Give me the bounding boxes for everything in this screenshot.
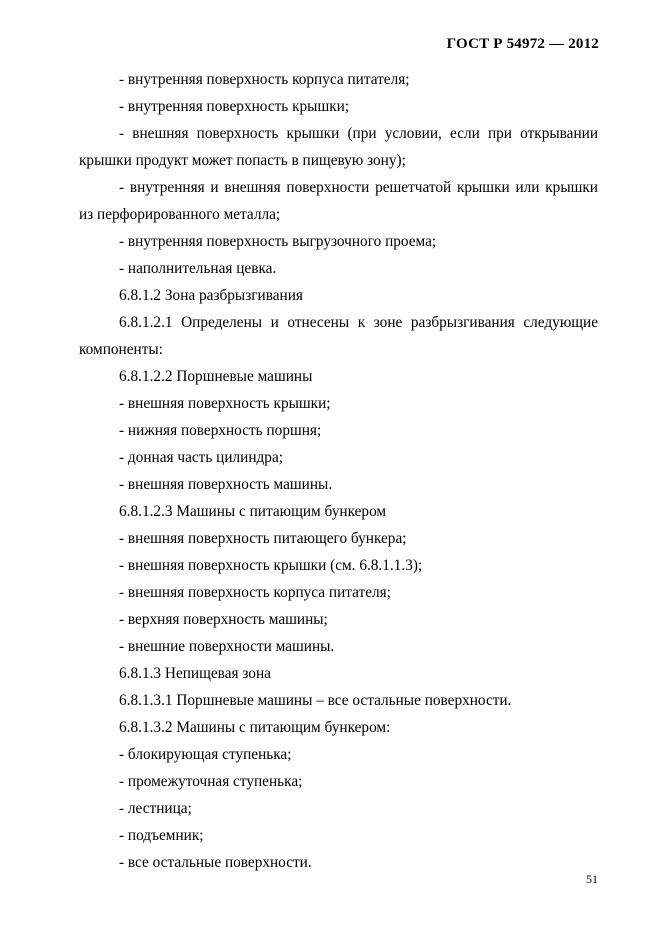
text-line: - блокирующая ступенька; bbox=[119, 746, 292, 763]
text-line: - внутренняя поверхность выгрузочного проема; bbox=[119, 233, 437, 250]
text-line: 6.8.1.3.2 Машины с питающим бункером: bbox=[119, 719, 391, 736]
text-line: - все остальные поверхности. bbox=[119, 854, 312, 871]
text-line: 6.8.1.3 Непищевая зона bbox=[119, 665, 271, 682]
text-line: - внешние поверхности машины. bbox=[119, 638, 335, 655]
text-line: - внешняя поверхность питающего бункера; bbox=[119, 530, 407, 547]
text-line: - подъемник; bbox=[119, 827, 204, 844]
text-line: - внешняя поверхность машины. bbox=[119, 476, 333, 493]
text-line: - промежуточная ступенька; bbox=[119, 773, 303, 790]
text-line: - лестница; bbox=[119, 800, 192, 817]
text-line: 6.8.1.2.2 Поршневые машины bbox=[119, 368, 313, 385]
text-line: крышки продукт может попасть в пищевую зону); bbox=[79, 152, 406, 169]
text-line: - внешняя поверхность крышки (при условии, если при открывании bbox=[119, 125, 598, 142]
text-line: компоненты: bbox=[79, 341, 163, 358]
text-line: - нижняя поверхность поршня; bbox=[119, 422, 322, 439]
text-line: 6.8.1.2 Зона разбрызгивания bbox=[119, 287, 303, 304]
document-body bbox=[79, 66, 598, 876]
text-line: - внешняя поверхность крышки (см. 6.8.1.1.3); bbox=[119, 557, 423, 574]
text-line: - верхняя поверхность машины; bbox=[119, 611, 328, 628]
text-line: - донная часть цилиндра; bbox=[119, 449, 283, 466]
text-line: - внутренняя поверхность крышки; bbox=[119, 98, 350, 115]
page-number: 51 bbox=[586, 872, 598, 886]
text-line: - внутренняя поверхность корпуса питателя; bbox=[119, 71, 410, 88]
text-line: 6.8.1.2.1 Определены и отнесены к зоне разбрызгивания следующие bbox=[119, 314, 598, 331]
document-header: ГОСТ Р 54972 — 2012 bbox=[446, 36, 599, 52]
text-line: 6.8.1.3.1 Поршневые машины – все остальные поверхности. bbox=[119, 692, 512, 709]
text-line: - внешняя поверхность корпуса питателя; bbox=[119, 584, 391, 601]
text-line: - внешняя поверхность крышки; bbox=[119, 395, 331, 412]
text-line: из перфорированного металла; bbox=[79, 206, 281, 223]
text-line: - внутренняя и внешняя поверхности решетчатой крышки или крышки bbox=[119, 179, 598, 196]
text-line: - наполнительная цевка. bbox=[119, 260, 277, 277]
text-line: 6.8.1.2.3 Машины с питающим бункером bbox=[119, 503, 387, 520]
